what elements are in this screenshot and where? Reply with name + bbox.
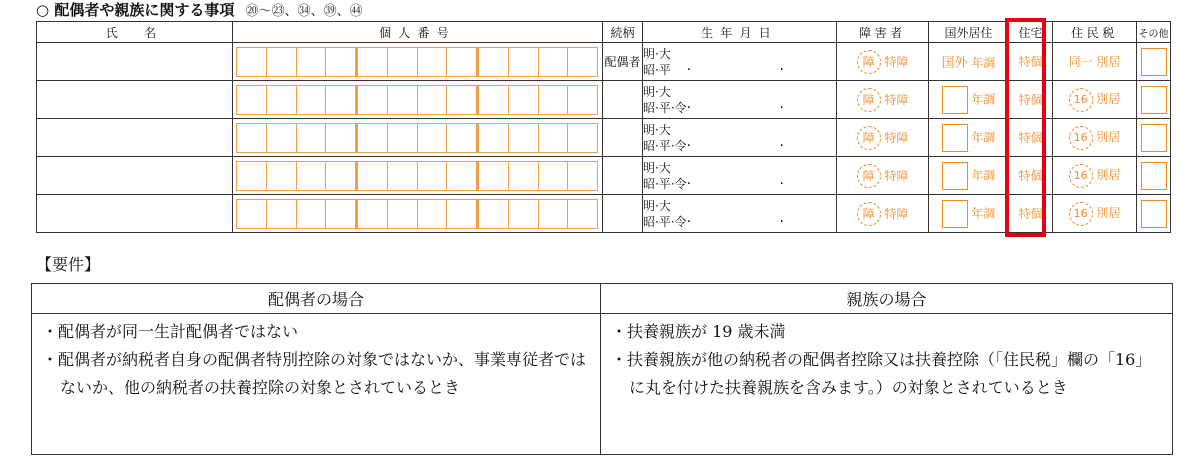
digit-box[interactable]	[357, 123, 388, 153]
digit-box[interactable]	[417, 123, 448, 153]
section-title: 配偶者や親族に関する事項	[54, 1, 235, 19]
digit-box[interactable]	[266, 199, 297, 229]
separate-residence-label: 別居	[1096, 55, 1121, 69]
relation-cell	[603, 157, 643, 195]
digit-box[interactable]	[567, 123, 598, 153]
resident-tax-cell[interactable]	[1053, 43, 1137, 81]
digit-box[interactable]	[508, 123, 539, 153]
disability-mark: 障	[857, 164, 881, 188]
digit-box[interactable]	[236, 47, 267, 77]
digit-box[interactable]	[508, 85, 539, 115]
era-line-2: 昭·平·令	[643, 138, 687, 153]
date-dots: · ·	[686, 138, 826, 154]
separate-residence-label: 別居	[1096, 91, 1121, 106]
digit-box[interactable]	[478, 161, 509, 191]
digit-box[interactable]	[508, 199, 539, 229]
digit-box[interactable]	[266, 85, 297, 115]
list-item: ・扶養親族が他の納税者の配偶者控除又は扶養控除（「住民税」欄の「16」に丸を付けた扶養親族を含みます。）の対象とされているとき	[611, 350, 1152, 397]
disability-mark: 障	[857, 202, 881, 226]
list-item: ・扶養親族が 19 歳未満	[611, 322, 786, 341]
digit-box[interactable]	[446, 123, 479, 153]
family-table	[36, 21, 1171, 233]
housing-cell[interactable]	[1009, 119, 1053, 157]
relative-header: 親族の場合	[601, 284, 1173, 314]
digit-box[interactable]	[266, 47, 297, 77]
date-dots: · ·	[686, 214, 826, 230]
special-disability-mark: 特障	[884, 92, 909, 107]
digit-box[interactable]	[538, 47, 569, 77]
separate-residence-label: 別居	[1096, 167, 1121, 182]
birth-cell[interactable]	[643, 43, 837, 81]
digit-box[interactable]	[236, 161, 267, 191]
overseas-checkbox[interactable]	[942, 124, 968, 152]
digit-box[interactable]	[417, 199, 448, 229]
disability-mark: 障	[857, 50, 881, 74]
housing-mark: 特個	[1018, 169, 1043, 183]
overseas-cell[interactable]	[929, 119, 1009, 157]
overseas-label[interactable]: 国外	[941, 56, 968, 71]
resident-tax-mark: 同一	[1068, 55, 1093, 69]
header-number: 個人番号	[233, 22, 603, 43]
disability-cell[interactable]	[837, 195, 929, 233]
digit-box[interactable]	[446, 199, 479, 229]
separate-residence-label: 別居	[1096, 129, 1121, 144]
name-cell[interactable]	[37, 43, 233, 81]
other-cell[interactable]	[1137, 119, 1171, 157]
table-row	[37, 43, 1171, 81]
housing-cell[interactable]	[1009, 81, 1053, 119]
digit-box[interactable]	[296, 161, 327, 191]
relative-requirements	[601, 314, 1173, 455]
digit-box[interactable]	[567, 199, 598, 229]
digit-box[interactable]	[417, 161, 448, 191]
other-checkbox[interactable]	[1141, 200, 1167, 228]
special-disability-mark: 特障	[884, 168, 909, 183]
list-item: ・配偶者が納税者自身の配偶者特別控除の対象ではないか、事業専従者ではないか、他の納税者の扶養控除の対象とされているとき	[42, 350, 587, 397]
year-adjust-label: 年調	[971, 92, 996, 106]
digit-box[interactable]	[567, 85, 598, 115]
table-row	[37, 81, 1171, 119]
header-name: 氏 名	[37, 22, 233, 43]
other-cell[interactable]	[1137, 43, 1171, 81]
requirements-title: 【要件】	[36, 255, 101, 274]
year-adjust-label: 年調	[971, 206, 996, 220]
era-line-2: 昭·平·令	[643, 100, 687, 115]
housing-cell[interactable]	[1009, 157, 1053, 195]
birth-cell[interactable]	[643, 81, 837, 119]
resident-tax-cell[interactable]	[1053, 195, 1137, 233]
digit-box[interactable]	[567, 47, 598, 77]
header-overseas: 国外居住	[929, 22, 1009, 43]
table-row	[37, 119, 1171, 157]
name-cell[interactable]	[37, 157, 233, 195]
list-item: ・配偶者が同一生計配偶者ではない	[42, 322, 299, 341]
resident-tax-mark: 16	[1069, 88, 1093, 112]
digit-box[interactable]	[538, 161, 569, 191]
digit-box[interactable]	[325, 47, 358, 77]
overseas-cell[interactable]	[929, 157, 1009, 195]
resident-tax-cell[interactable]	[1053, 157, 1137, 195]
digit-box[interactable]	[387, 123, 418, 153]
disability-cell[interactable]	[837, 119, 929, 157]
digit-box[interactable]	[357, 161, 388, 191]
digit-box[interactable]	[236, 123, 267, 153]
housing-cell[interactable]	[1009, 43, 1053, 81]
digit-box[interactable]	[478, 47, 509, 77]
era-line-1: 明·大	[643, 160, 671, 175]
digit-box[interactable]	[478, 85, 509, 115]
header-birth: 生年月日	[643, 22, 837, 43]
digit-box[interactable]	[567, 161, 598, 191]
birth-cell[interactable]	[643, 119, 837, 157]
digit-box[interactable]	[538, 199, 569, 229]
digit-box[interactable]	[357, 85, 388, 115]
other-cell[interactable]	[1137, 157, 1171, 195]
other-checkbox[interactable]	[1141, 86, 1167, 114]
era-line-1: 明·大	[643, 46, 671, 61]
special-disability-mark: 特障	[884, 206, 909, 221]
housing-cell[interactable]	[1009, 195, 1053, 233]
resident-tax-mark: 16	[1069, 202, 1093, 226]
era-line-2: 昭·平·令	[643, 214, 687, 229]
digit-box[interactable]	[325, 85, 358, 115]
year-adjust-label: 年調	[971, 168, 996, 182]
date-dots: · ·	[686, 100, 826, 116]
year-adjust-label: 年調	[971, 56, 996, 70]
other-checkbox[interactable]	[1141, 162, 1167, 190]
number-cell	[233, 81, 603, 119]
birth-cell[interactable]	[643, 157, 837, 195]
digit-box[interactable]	[538, 123, 569, 153]
other-checkbox[interactable]	[1141, 48, 1167, 76]
birth-cell[interactable]	[643, 195, 837, 233]
digit-box[interactable]	[296, 123, 327, 153]
digit-box[interactable]	[357, 199, 388, 229]
digit-box[interactable]	[296, 47, 327, 77]
spouse-requirements	[32, 314, 601, 455]
number-cell	[233, 43, 603, 81]
digit-box[interactable]	[387, 199, 418, 229]
disability-mark: 障	[857, 126, 881, 150]
digit-box[interactable]	[325, 161, 358, 191]
table-row	[37, 195, 1171, 233]
overseas-checkbox[interactable]	[942, 162, 968, 190]
name-cell[interactable]	[37, 195, 233, 233]
circle-marker-icon: ○	[36, 1, 50, 19]
digit-box[interactable]	[266, 161, 297, 191]
other-checkbox[interactable]	[1141, 124, 1167, 152]
disability-cell[interactable]	[837, 81, 929, 119]
spouse-header: 配偶者の場合	[32, 284, 601, 314]
resident-tax-cell[interactable]	[1053, 119, 1137, 157]
housing-mark: 特個	[1018, 131, 1043, 145]
other-cell[interactable]	[1137, 195, 1171, 233]
number-cell	[233, 195, 603, 233]
digit-box[interactable]	[387, 47, 418, 77]
other-cell[interactable]	[1137, 81, 1171, 119]
disability-mark: 障	[857, 88, 881, 112]
disability-cell[interactable]	[837, 157, 929, 195]
header-other: その他	[1137, 22, 1171, 43]
overseas-checkbox[interactable]	[942, 200, 968, 228]
digit-box[interactable]	[325, 123, 358, 153]
date-dots: · ·	[686, 62, 826, 78]
era-line-2: 昭·平·令	[643, 176, 687, 191]
year-adjust-label: 年調	[971, 130, 996, 144]
era-line-1: 明·大	[643, 122, 671, 137]
relation-cell	[603, 195, 643, 233]
special-disability-mark: 特障	[884, 54, 909, 69]
era-line-1: 明·大	[643, 198, 671, 213]
housing-mark: 特個	[1018, 93, 1043, 107]
header-disability: 障害者	[837, 22, 929, 43]
housing-mark: 特個	[1018, 207, 1043, 221]
section-refs: ⑳～㉓、㉞、㊴、㊹	[245, 4, 363, 19]
separate-residence-label: 別居	[1096, 205, 1121, 220]
digit-box[interactable]	[236, 199, 267, 229]
number-cell	[233, 119, 603, 157]
relation-cell	[603, 81, 643, 119]
name-cell[interactable]	[37, 81, 233, 119]
overseas-checkbox[interactable]	[942, 86, 968, 114]
era-line-2: 昭·平	[643, 62, 671, 77]
table-header-row	[37, 22, 1171, 43]
date-dots: · ·	[686, 176, 826, 192]
overseas-cell[interactable]	[929, 195, 1009, 233]
digit-box[interactable]	[478, 199, 509, 229]
housing-mark: 特個	[1018, 55, 1043, 69]
requirements-table	[31, 283, 1173, 455]
digit-box[interactable]	[446, 85, 479, 115]
header-resident-tax: 住民税	[1053, 22, 1137, 43]
overseas-cell[interactable]	[929, 43, 1009, 81]
digit-box[interactable]	[296, 199, 327, 229]
digit-box[interactable]	[538, 85, 569, 115]
digit-box[interactable]	[357, 47, 388, 77]
digit-box[interactable]	[446, 161, 479, 191]
digit-box[interactable]	[387, 85, 418, 115]
digit-box[interactable]	[446, 47, 479, 77]
relation-cell	[603, 119, 643, 157]
digit-box[interactable]	[266, 123, 297, 153]
resident-tax-mark: 16	[1069, 164, 1093, 188]
era-line-1: 明·大	[643, 84, 671, 99]
relation-cell: 配偶者	[603, 43, 643, 81]
section-heading	[36, 1, 363, 19]
resident-tax-cell[interactable]	[1053, 81, 1137, 119]
resident-tax-mark: 16	[1069, 126, 1093, 150]
disability-cell[interactable]	[837, 43, 929, 81]
overseas-cell[interactable]	[929, 81, 1009, 119]
header-relation: 続柄	[603, 22, 643, 43]
special-disability-mark: 特障	[884, 130, 909, 145]
digit-box[interactable]	[417, 47, 448, 77]
number-cell	[233, 157, 603, 195]
digit-box[interactable]	[236, 85, 267, 115]
digit-box[interactable]	[508, 47, 539, 77]
digit-box[interactable]	[325, 199, 358, 229]
digit-box[interactable]	[508, 161, 539, 191]
table-row	[37, 157, 1171, 195]
digit-box[interactable]	[417, 85, 448, 115]
digit-box[interactable]	[296, 85, 327, 115]
digit-box[interactable]	[387, 161, 418, 191]
name-cell[interactable]	[37, 119, 233, 157]
digit-box[interactable]	[478, 123, 509, 153]
header-housing: 住宅	[1009, 22, 1053, 43]
